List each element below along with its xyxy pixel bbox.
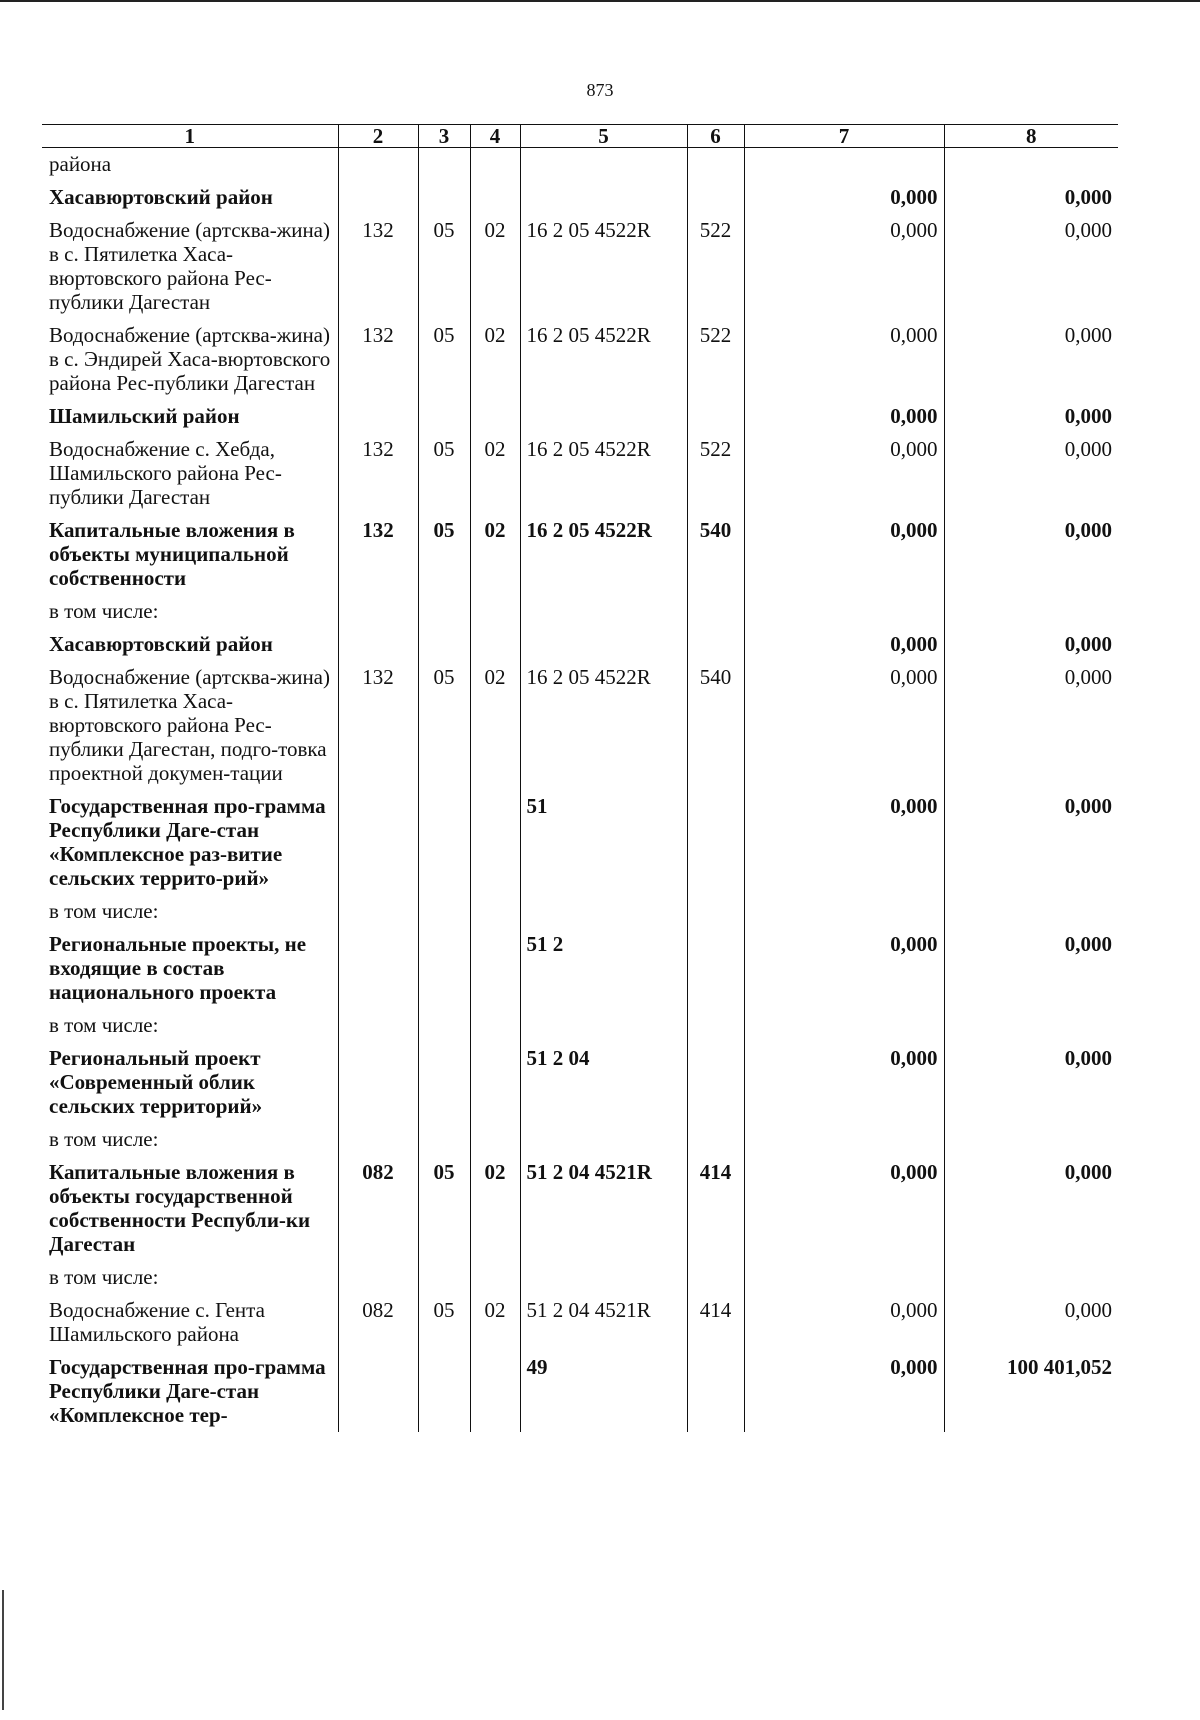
item-name-cell: района [49,152,112,176]
column-header: 7 [744,125,944,148]
subsection-cell [470,790,520,895]
amount-col7-cell [744,148,944,182]
section-cell [418,928,470,1009]
amount-col7-cell: 0,000 [744,628,944,661]
item-name-cell: Хасавюртовский район [49,632,273,656]
section-cell [418,148,470,182]
target-article-cell: 51 2 04 [520,1042,687,1123]
subsection-cell [470,1042,520,1123]
admin-code-cell [338,1009,418,1042]
admin-code-cell [338,148,418,182]
amount-col7-cell: 0,000 [744,214,944,319]
amount-col7-cell [744,595,944,628]
column-header: 3 [418,125,470,148]
amount-col7-cell [744,1123,944,1156]
subsection-cell [470,928,520,1009]
target-article-cell [520,148,687,182]
amount-col7-cell: 0,000 [744,1351,944,1432]
amount-col8-cell [944,895,1118,928]
amount-col7-cell: 0,000 [744,928,944,1009]
section-cell [418,595,470,628]
admin-code-cell: 132 [338,661,418,790]
expense-type-cell [687,790,744,895]
subsection-cell: 02 [470,1156,520,1261]
table-row [42,1351,1118,1432]
amount-col8-cell [944,1123,1118,1156]
admin-code-cell [338,1123,418,1156]
item-name-cell: Капитальные вложения в объекты государственной собственности Республи-ки Дагестан [49,1160,311,1256]
table-row [42,1009,1118,1042]
amount-col8-cell: 100 401,052 [944,1351,1118,1432]
admin-code-cell [338,1042,418,1123]
amount-col8-cell [944,1261,1118,1294]
column-header: 5 [520,125,687,148]
table-row [42,595,1118,628]
table-body [42,148,1118,1433]
target-article-cell: 49 [520,1351,687,1432]
expense-type-cell: 522 [687,433,744,514]
expense-type-cell [687,1261,744,1294]
amount-col8-cell: 0,000 [944,661,1118,790]
expense-type-cell [687,595,744,628]
page-number: 873 [586,80,614,100]
table-row [42,895,1118,928]
admin-code-cell [338,628,418,661]
section-cell [418,790,470,895]
target-article-cell: 16 2 05 4522R [520,319,687,400]
item-name-cell: Региональные проекты, не входящие в состав национального проекта [49,932,307,1004]
column-header: 1 [42,125,338,148]
admin-code-cell [338,895,418,928]
amount-col7-cell: 0,000 [744,181,944,214]
section-cell [418,1261,470,1294]
admin-code-cell [338,181,418,214]
expense-type-cell [687,148,744,182]
amount-col8-cell: 0,000 [944,400,1118,433]
expense-type-cell [687,181,744,214]
amount-col7-cell: 0,000 [744,1156,944,1261]
item-name-cell: Хасавюртовский район [49,185,273,209]
section-cell: 05 [418,1294,470,1351]
expense-type-cell [687,628,744,661]
subsection-cell: 02 [470,661,520,790]
section-cell [418,400,470,433]
section-cell [418,1123,470,1156]
table-row [42,319,1118,400]
target-article-cell: 16 2 05 4522R [520,214,687,319]
column-header: 6 [687,125,744,148]
target-article-cell: 16 2 05 4522R [520,661,687,790]
target-article-cell [520,628,687,661]
column-header: 4 [470,125,520,148]
table-row [42,1042,1118,1123]
amount-col7-cell: 0,000 [744,514,944,595]
target-article-cell [520,1123,687,1156]
section-cell: 05 [418,661,470,790]
subsection-cell: 02 [470,433,520,514]
expense-type-cell: 414 [687,1156,744,1261]
table-row [42,661,1118,790]
amount-col8-cell: 0,000 [944,1294,1118,1351]
admin-code-cell [338,1351,418,1432]
item-name-cell: Капитальные вложения в объекты муниципальной собственности [49,518,295,590]
subsection-cell [470,895,520,928]
subsection-cell [470,400,520,433]
target-article-cell [520,595,687,628]
expense-type-cell [687,1351,744,1432]
table-row [42,214,1118,319]
table-row [42,628,1118,661]
admin-code-cell [338,400,418,433]
amount-col7-cell: 0,000 [744,790,944,895]
target-article-cell: 51 2 04 4521R [520,1294,687,1351]
amount-col8-cell: 0,000 [944,928,1118,1009]
item-name-cell: в том числе: [49,1265,159,1289]
target-article-cell [520,400,687,433]
column-header: 8 [944,125,1118,148]
table-row [42,400,1118,433]
section-cell: 05 [418,1156,470,1261]
admin-code-cell: 082 [338,1156,418,1261]
section-cell [418,628,470,661]
target-article-cell: 51 [520,790,687,895]
amount-col8-cell: 0,000 [944,214,1118,319]
amount-col8-cell: 0,000 [944,628,1118,661]
item-name-cell: Государственная про-грамма Республики Даге-стан «Комплексное тер- [49,1355,326,1427]
section-cell: 05 [418,319,470,400]
table-row [42,148,1118,182]
subsection-cell [470,595,520,628]
section-cell [418,1009,470,1042]
amount-col8-cell: 0,000 [944,1156,1118,1261]
amount-col8-cell: 0,000 [944,433,1118,514]
amount-col8-cell: 0,000 [944,319,1118,400]
amount-col8-cell: 0,000 [944,790,1118,895]
subsection-cell [470,181,520,214]
budget-table [42,124,1118,1432]
amount-col7-cell [744,1009,944,1042]
amount-col8-cell: 0,000 [944,514,1118,595]
amount-col7-cell: 0,000 [744,433,944,514]
table-header-row [42,125,1118,148]
margin-line [2,1590,4,1710]
admin-code-cell [338,1261,418,1294]
item-name-cell: в том числе: [49,1013,159,1037]
section-cell: 05 [418,514,470,595]
section-cell: 05 [418,214,470,319]
table-row [42,1123,1118,1156]
target-article-cell [520,1009,687,1042]
expense-type-cell [687,1042,744,1123]
target-article-cell: 16 2 05 4522R [520,514,687,595]
expense-type-cell: 414 [687,1294,744,1351]
expense-type-cell: 522 [687,214,744,319]
admin-code-cell: 132 [338,319,418,400]
subsection-cell [470,1123,520,1156]
admin-code-cell: 132 [338,514,418,595]
item-name-cell: в том числе: [49,599,159,623]
item-name-cell: Государственная про-грамма Республики Даге-стан «Комплексное раз-витие сельских террито-рий» [49,794,326,890]
expense-type-cell [687,1009,744,1042]
amount-col7-cell: 0,000 [744,661,944,790]
subsection-cell [470,1261,520,1294]
amount-col7-cell: 0,000 [744,319,944,400]
amount-col8-cell [944,595,1118,628]
subsection-cell: 02 [470,214,520,319]
table-row [42,790,1118,895]
top-border-line [0,0,1200,2]
expense-type-cell [687,928,744,1009]
table-row [42,1294,1118,1351]
table-row [42,514,1118,595]
subsection-cell: 02 [470,1294,520,1351]
table-row [42,181,1118,214]
section-cell [418,1351,470,1432]
expense-type-cell: 540 [687,661,744,790]
section-cell [418,181,470,214]
expense-type-cell [687,1123,744,1156]
amount-col8-cell [944,148,1118,182]
item-name-cell: в том числе: [49,899,159,923]
admin-code-cell [338,790,418,895]
column-header: 2 [338,125,418,148]
target-article-cell [520,181,687,214]
amount-col8-cell [944,1009,1118,1042]
admin-code-cell: 082 [338,1294,418,1351]
subsection-cell [470,628,520,661]
expense-type-cell: 522 [687,319,744,400]
amount-col7-cell: 0,000 [744,1294,944,1351]
subsection-cell [470,148,520,182]
amount-col7-cell: 0,000 [744,1042,944,1123]
admin-code-cell: 132 [338,433,418,514]
item-name-cell: в том числе: [49,1127,159,1151]
item-name-cell: Водоснабжение (артсква-жина) в с. Пятилетка Хаса-вюртовского района Рес-публики Дагестан, подго-товка проектной докумен-тации [49,665,330,785]
subsection-cell: 02 [470,319,520,400]
table-row [42,928,1118,1009]
amount-col7-cell [744,895,944,928]
admin-code-cell [338,928,418,1009]
item-name-cell: Водоснабжение (артсква-жина) в с. Пятилетка Хаса-вюртовского района Рес-публики Дагестан [49,218,330,314]
table-row [42,1156,1118,1261]
target-article-cell: 51 2 04 4521R [520,1156,687,1261]
target-article-cell [520,1261,687,1294]
section-cell [418,895,470,928]
amount-col7-cell [744,1261,944,1294]
table-row [42,1261,1118,1294]
target-article-cell: 51 2 [520,928,687,1009]
item-name-cell: Региональный проект «Современный облик сельских территорий» [49,1046,263,1118]
amount-col8-cell: 0,000 [944,181,1118,214]
subsection-cell: 02 [470,514,520,595]
item-name-cell: Водоснабжение (артсква-жина) в с. Эндирей Хаса-вюртовского района Рес-публики Дагестан [49,323,331,395]
subsection-cell [470,1351,520,1432]
admin-code-cell: 132 [338,214,418,319]
admin-code-cell [338,595,418,628]
target-article-cell [520,895,687,928]
section-cell [418,1042,470,1123]
expense-type-cell: 540 [687,514,744,595]
item-name-cell: Водоснабжение с. Хебда, Шамильского района Рес-публики Дагестан [49,437,282,509]
expense-type-cell [687,400,744,433]
expense-type-cell [687,895,744,928]
item-name-cell: Водоснабжение с. Гента Шамильского района [49,1298,265,1346]
item-name-cell: Шамильский район [49,404,240,428]
section-cell: 05 [418,433,470,514]
amount-col7-cell: 0,000 [744,400,944,433]
subsection-cell [470,1009,520,1042]
amount-col8-cell: 0,000 [944,1042,1118,1123]
target-article-cell: 16 2 05 4522R [520,433,687,514]
table-row [42,433,1118,514]
